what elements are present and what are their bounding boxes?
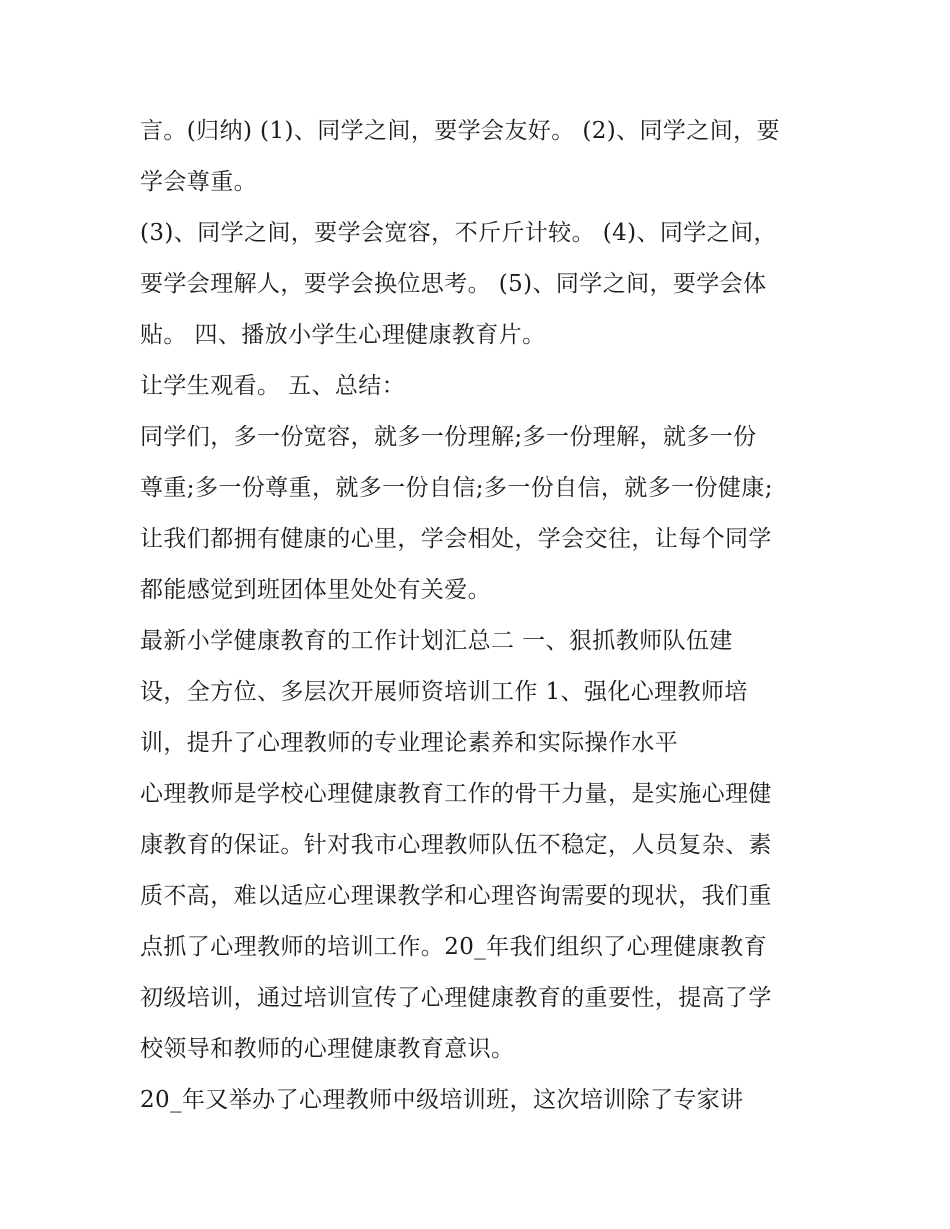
text-line: 言。(归纳) (1)、同学之间，要学会友好。 (2)、同学之间，要 — [140, 118, 780, 144]
text-line: 心理教师是学校心理健康教育工作的骨干力量，是实施心理健 — [140, 781, 772, 807]
text-line: 同学们，多一份宽容，就多一份理解;多一份理解，就多一份 — [140, 424, 757, 450]
text-line: 都能感觉到班团体里处处有关爱。 — [140, 577, 491, 603]
text-line: 初级培训，通过培训宣传了心理健康教育的重要性，提高了学 — [140, 985, 772, 1011]
text-line: 点抓了心理教师的培训工作。20_年我们组织了心理健康教育 — [140, 934, 767, 960]
text-line: 要学会理解人，要学会换位思考。 (5)、同学之间，要学会体 — [140, 271, 767, 297]
text-line: 尊重;多一份尊重，就多一份自信;多一份自信，就多一份健康; — [140, 475, 773, 501]
text-line: 学会尊重。 — [140, 169, 257, 195]
text-line: 校领导和教师的心理健康教育意识。 — [140, 1036, 515, 1062]
document-body — [140, 106, 830, 1126]
text-line: 20_年又举办了心理教师中级培训班，这次培训除了专家讲 — [140, 1087, 744, 1113]
text-line: 质不高，难以适应心理课教学和心理咨询需要的现状，我们重 — [140, 883, 772, 909]
text-line: 让我们都拥有健康的心里，学会相处，学会交往，让每个同学 — [140, 526, 772, 552]
text-line: 贴。 四、播放小学生心理健康教育片。 — [140, 322, 546, 348]
text-line: 训，提升了心理教师的专业理论素养和实际操作水平 — [140, 730, 679, 756]
text-line: 设，全方位、多层次开展师资培训工作 1、强化心理教师培 — [140, 679, 748, 705]
text-line: (3)、同学之间，要学会宽容，不斤斤计较。 (4)、同学之间， — [140, 220, 777, 246]
text-line: 康教育的保证。针对我市心理教师队伍不稳定，人员复杂、素 — [140, 832, 772, 858]
text-line: 最新小学健康教育的工作计划汇总二 一、狠抓教师队伍建 — [140, 628, 733, 654]
text-line: 让学生观看。 五、总结： — [140, 373, 406, 399]
